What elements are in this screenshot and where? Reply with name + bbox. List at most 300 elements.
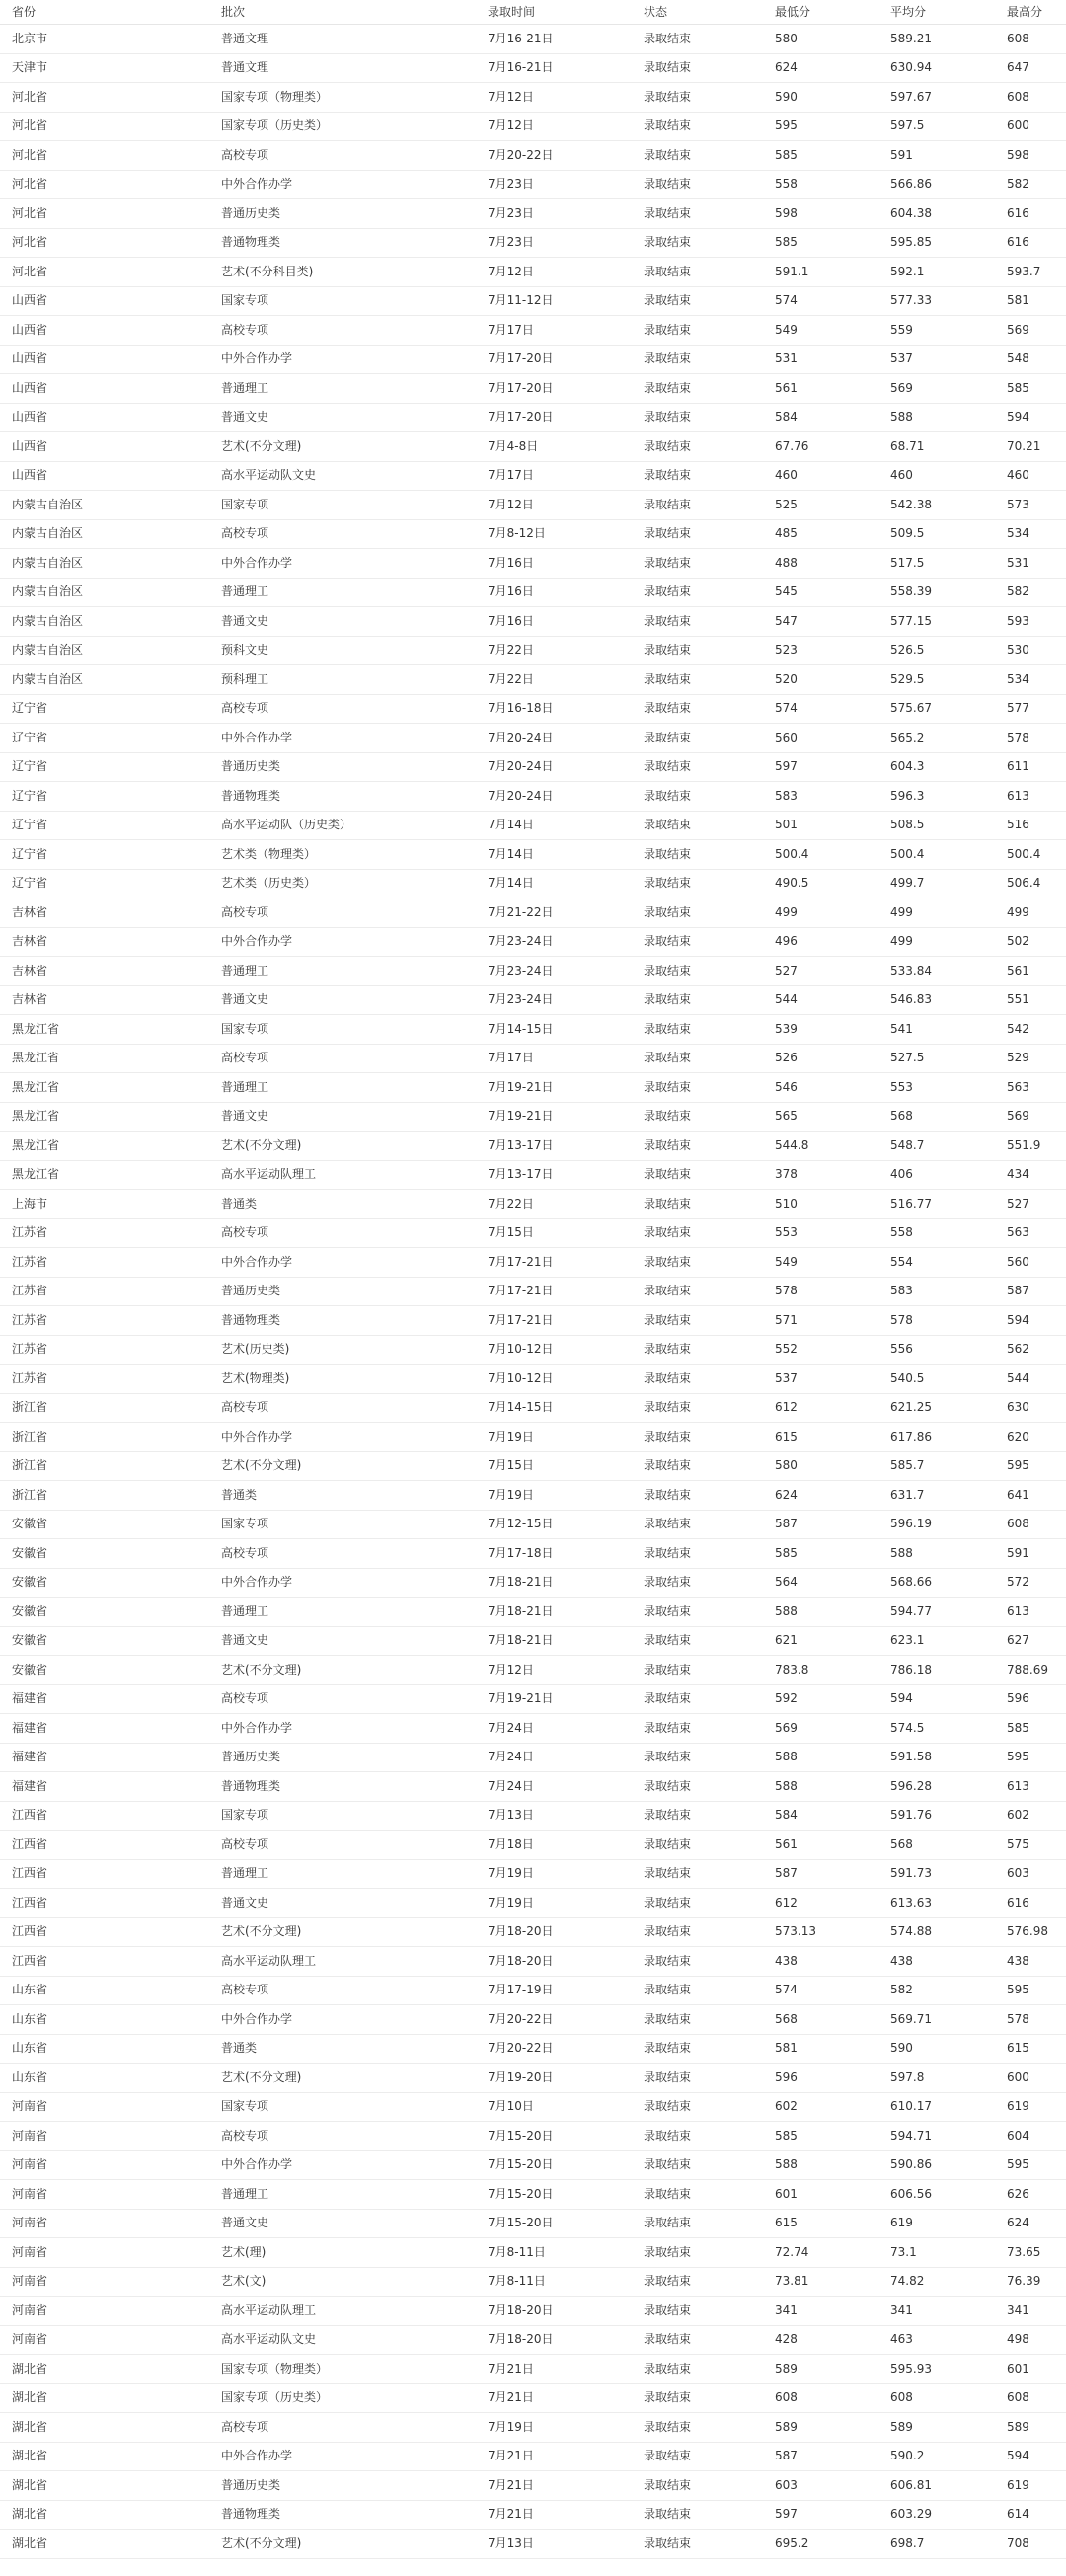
cell-batch: 普通物理类 — [209, 1772, 476, 1802]
cell-status: 录取结束 — [632, 199, 763, 229]
cell-admission-time: 7月17-18日 — [476, 1539, 632, 1569]
cell-avg-score: 604.3 — [878, 752, 995, 782]
cell-batch: 普通物理类 — [209, 1306, 476, 1336]
cell-admission-time: 7月16-18日 — [476, 694, 632, 724]
cell-avg-score: 526.5 — [878, 636, 995, 665]
cell-admission-time: 7月16-21日 — [476, 53, 632, 83]
cell-admission-time: 7月18日 — [476, 1831, 632, 1860]
cell-admission-time: 7月10-12日 — [476, 1365, 632, 1394]
cell-batch: 中外合作办学 — [209, 1568, 476, 1598]
cell-status: 录取结束 — [632, 403, 763, 432]
cell-max-score: 70.21 — [995, 432, 1066, 462]
cell-batch: 高校专项 — [209, 1539, 476, 1569]
cell-min-score: 488 — [763, 549, 878, 579]
cell-admission-time: 7月19日 — [476, 1859, 632, 1889]
cell-admission-time: 7月15-20日 — [476, 2122, 632, 2151]
cell-province: 浙江省 — [0, 1451, 209, 1481]
cell-status: 录取结束 — [632, 2005, 763, 2035]
cell-province: 江西省 — [0, 1947, 209, 1977]
cell-max-score: 561 — [995, 957, 1066, 986]
cell-province: 湖北省 — [0, 2442, 209, 2471]
cell-avg-score: 698.7 — [878, 2530, 995, 2559]
cell-max-score: 620 — [995, 1423, 1066, 1452]
cell-avg-score: 588 — [878, 403, 995, 432]
cell-min-score: 527 — [763, 957, 878, 986]
cell-admission-time: 7月20-24日 — [476, 752, 632, 782]
cell-avg-score: 569.71 — [878, 2005, 995, 2035]
cell-avg-score: 499 — [878, 898, 995, 928]
cell-max-score: 563 — [995, 1073, 1066, 1103]
cell-max-score: 616 — [995, 228, 1066, 258]
cell-max-score: 602 — [995, 1801, 1066, 1831]
cell-min-score: 526 — [763, 1044, 878, 1073]
cell-batch: 高水平运动队理工 — [209, 1947, 476, 1977]
cell-admission-time: 7月16日 — [476, 549, 632, 579]
cell-province: 山西省 — [0, 432, 209, 462]
cell-max-score: 581 — [995, 286, 1066, 316]
cell-avg-score: 590.2 — [878, 2442, 995, 2471]
table-row — [0, 1102, 1066, 1132]
cell-avg-score: 548.7 — [878, 1132, 995, 1161]
cell-province: 湖北省 — [0, 2355, 209, 2384]
cell-status: 录取结束 — [632, 112, 763, 141]
cell-max-score: 551 — [995, 985, 1066, 1015]
cell-avg-score: 590 — [878, 2034, 995, 2064]
table-row — [0, 1015, 1066, 1045]
cell-min-score: 499 — [763, 898, 878, 928]
cell-admission-time: 7月14-15日 — [476, 1393, 632, 1423]
cell-admission-time: 7月15-20日 — [476, 2180, 632, 2210]
cell-min-score: 601 — [763, 2180, 878, 2210]
header-min-score: 最低分 — [763, 0, 878, 25]
cell-batch: 艺术(不分文理) — [209, 432, 476, 462]
table-row — [0, 1277, 1066, 1306]
cell-max-score: 593 — [995, 607, 1066, 637]
cell-status: 录取结束 — [632, 724, 763, 753]
cell-status: 录取结束 — [632, 228, 763, 258]
table-row — [0, 1801, 1066, 1831]
cell-admission-time: 7月11-12日 — [476, 286, 632, 316]
cell-status: 录取结束 — [632, 607, 763, 637]
cell-min-score: 501 — [763, 811, 878, 840]
cell-avg-score: 517.5 — [878, 549, 995, 579]
cell-status: 录取结束 — [632, 1481, 763, 1511]
cell-max-score: 624 — [995, 2209, 1066, 2238]
cell-batch: 预科文史 — [209, 636, 476, 665]
cell-max-score: 534 — [995, 519, 1066, 549]
table-row — [0, 170, 1066, 199]
cell-admission-time: 7月21-22日 — [476, 898, 632, 928]
cell-admission-time: 7月19-21日 — [476, 1684, 632, 1714]
cell-max-score: 76.39 — [995, 2267, 1066, 2297]
cell-min-score: 587 — [763, 2442, 878, 2471]
cell-province: 浙江省 — [0, 1423, 209, 1452]
cell-admission-time: 7月14日 — [476, 811, 632, 840]
cell-admission-time: 7月13-17日 — [476, 1132, 632, 1161]
cell-max-score: 438 — [995, 1947, 1066, 1977]
cell-batch: 艺术(不分文理) — [209, 1451, 476, 1481]
cell-avg-score: 597.5 — [878, 112, 995, 141]
cell-avg-score: 568.66 — [878, 1568, 995, 1598]
cell-batch: 普通文理 — [209, 25, 476, 54]
cell-batch: 普通类 — [209, 2034, 476, 2064]
cell-min-score: 574 — [763, 286, 878, 316]
cell-status: 录取结束 — [632, 1568, 763, 1598]
cell-avg-score: 341 — [878, 2297, 995, 2326]
cell-max-score: 615 — [995, 2034, 1066, 2064]
cell-min-score: 485 — [763, 519, 878, 549]
cell-admission-time: 7月21日 — [476, 2500, 632, 2530]
cell-max-score: 595 — [995, 2150, 1066, 2180]
table-row — [0, 345, 1066, 374]
cell-batch: 国家专项 — [209, 286, 476, 316]
cell-province: 河南省 — [0, 2267, 209, 2297]
cell-admission-time: 7月18-21日 — [476, 1568, 632, 1598]
cell-batch: 普通理工 — [209, 1859, 476, 1889]
cell-batch: 高校专项 — [209, 2122, 476, 2151]
header-admission-time: 录取时间 — [476, 0, 632, 25]
table-row — [0, 1510, 1066, 1539]
cell-admission-time: 7月23-24日 — [476, 985, 632, 1015]
cell-status: 录取结束 — [632, 1423, 763, 1452]
cell-max-score: 500.4 — [995, 840, 1066, 870]
cell-avg-score: 591.73 — [878, 1859, 995, 1889]
cell-province: 湖北省 — [0, 2383, 209, 2413]
cell-min-score: 569 — [763, 1714, 878, 1744]
cell-status: 录取结束 — [632, 840, 763, 870]
cell-status: 录取结束 — [632, 1831, 763, 1860]
cell-avg-score: 608 — [878, 2383, 995, 2413]
cell-max-score: 434 — [995, 1160, 1066, 1190]
cell-avg-score: 577.15 — [878, 607, 995, 637]
cell-avg-score: 68.71 — [878, 432, 995, 462]
cell-avg-score: 786.18 — [878, 1656, 995, 1685]
cell-admission-time: 7月14日 — [476, 840, 632, 870]
cell-avg-score: 592.1 — [878, 258, 995, 287]
cell-status: 录取结束 — [632, 1539, 763, 1569]
cell-max-score: 616 — [995, 1889, 1066, 1918]
table-row — [0, 607, 1066, 637]
cell-min-score: 783.8 — [763, 1656, 878, 1685]
cell-province: 江西省 — [0, 1917, 209, 1947]
cell-status: 录取结束 — [632, 985, 763, 1015]
cell-province: 黑龙江省 — [0, 1073, 209, 1103]
cell-province: 江苏省 — [0, 1218, 209, 1248]
cell-batch: 国家专项（历史类） — [209, 112, 476, 141]
cell-admission-time: 7月18-21日 — [476, 1598, 632, 1627]
cell-province: 福建省 — [0, 1684, 209, 1714]
cell-province: 内蒙古自治区 — [0, 519, 209, 549]
cell-admission-time: 7月18-20日 — [476, 1947, 632, 1977]
cell-province: 江西省 — [0, 1859, 209, 1889]
cell-province: 河北省 — [0, 83, 209, 113]
cell-province: 河北省 — [0, 141, 209, 171]
cell-min-score: 460 — [763, 461, 878, 491]
cell-batch: 中外合作办学 — [209, 549, 476, 579]
header-avg-score: 平均分 — [878, 0, 995, 25]
cell-min-score: 568 — [763, 2005, 878, 2035]
cell-avg-score: 631.7 — [878, 1481, 995, 1511]
cell-province: 山西省 — [0, 461, 209, 491]
table-row — [0, 1335, 1066, 1365]
cell-status: 录取结束 — [632, 869, 763, 898]
table-row — [0, 2383, 1066, 2413]
cell-avg-score: 542.38 — [878, 491, 995, 520]
table-row — [0, 1481, 1066, 1511]
cell-status: 录取结束 — [632, 2383, 763, 2413]
cell-min-score: 615 — [763, 1423, 878, 1452]
cell-province: 山东省 — [0, 2034, 209, 2064]
cell-status: 录取结束 — [632, 2150, 763, 2180]
cell-admission-time: 7月19日 — [476, 1423, 632, 1452]
cell-max-score: 582 — [995, 170, 1066, 199]
cell-avg-score: 588 — [878, 1539, 995, 1569]
cell-max-score: 608 — [995, 1510, 1066, 1539]
table-row — [0, 1598, 1066, 1627]
cell-province: 吉林省 — [0, 898, 209, 928]
cell-max-score: 499 — [995, 898, 1066, 928]
cell-max-score: 647 — [995, 53, 1066, 83]
cell-avg-score: 623.1 — [878, 1626, 995, 1656]
cell-max-score: 626 — [995, 2180, 1066, 2210]
cell-min-score: 588 — [763, 1598, 878, 1627]
cell-province: 河南省 — [0, 2150, 209, 2180]
cell-admission-time: 7月17-21日 — [476, 1306, 632, 1336]
cell-min-score: 496 — [763, 927, 878, 957]
cell-min-score: 558 — [763, 170, 878, 199]
cell-batch: 国家专项 — [209, 1015, 476, 1045]
cell-status: 录取结束 — [632, 1277, 763, 1306]
cell-max-score: 585 — [995, 374, 1066, 404]
cell-status: 录取结束 — [632, 1743, 763, 1772]
cell-batch: 中外合作办学 — [209, 1248, 476, 1278]
cell-max-score: 608 — [995, 83, 1066, 113]
cell-admission-time: 7月22日 — [476, 636, 632, 665]
cell-avg-score: 565.2 — [878, 724, 995, 753]
cell-avg-score: 438 — [878, 1947, 995, 1977]
cell-admission-time: 7月19日 — [476, 2413, 632, 2443]
cell-province: 河南省 — [0, 2092, 209, 2122]
cell-avg-score: 556 — [878, 1335, 995, 1365]
cell-batch: 普通理工 — [209, 2180, 476, 2210]
cell-max-score: 619 — [995, 2471, 1066, 2501]
cell-status: 录取结束 — [632, 2122, 763, 2151]
cell-admission-time: 7月23日 — [476, 170, 632, 199]
table-row — [0, 782, 1066, 812]
cell-avg-score: 603.29 — [878, 2500, 995, 2530]
cell-admission-time: 7月17-20日 — [476, 374, 632, 404]
table-row — [0, 636, 1066, 665]
table-row — [0, 665, 1066, 695]
cell-max-score: 527 — [995, 1190, 1066, 1219]
cell-min-score: 615 — [763, 2209, 878, 2238]
cell-status: 录取结束 — [632, 694, 763, 724]
cell-min-score: 597 — [763, 2500, 878, 2530]
cell-status: 录取结束 — [632, 2471, 763, 2501]
cell-admission-time: 7月4-8日 — [476, 432, 632, 462]
cell-min-score: 571 — [763, 1306, 878, 1336]
cell-status: 录取结束 — [632, 927, 763, 957]
cell-status: 录取结束 — [632, 1393, 763, 1423]
table-row — [0, 461, 1066, 491]
cell-avg-score: 537 — [878, 345, 995, 374]
cell-max-score: 641 — [995, 1481, 1066, 1511]
cell-province: 江西省 — [0, 1801, 209, 1831]
cell-batch: 普通文史 — [209, 985, 476, 1015]
cell-status: 录取结束 — [632, 2238, 763, 2268]
cell-batch: 高水平运动队文史 — [209, 2325, 476, 2355]
cell-batch: 高校专项 — [209, 898, 476, 928]
table-row — [0, 985, 1066, 1015]
cell-max-score: 788.69 — [995, 1656, 1066, 1685]
cell-min-score: 500.4 — [763, 840, 878, 870]
cell-status: 录取结束 — [632, 432, 763, 462]
cell-avg-score: 577.33 — [878, 286, 995, 316]
table-row — [0, 1306, 1066, 1336]
cell-min-score: 581 — [763, 2034, 878, 2064]
table-row — [0, 1160, 1066, 1190]
cell-max-score: 502 — [995, 927, 1066, 957]
cell-admission-time: 7月21日 — [476, 2442, 632, 2471]
cell-min-score: 510 — [763, 1190, 878, 1219]
table-row — [0, 840, 1066, 870]
cell-batch: 普通类 — [209, 1190, 476, 1219]
cell-min-score: 574 — [763, 1976, 878, 2005]
cell-admission-time: 7月17日 — [476, 461, 632, 491]
cell-avg-score: 594.77 — [878, 1598, 995, 1627]
cell-batch: 高校专项 — [209, 519, 476, 549]
cell-status: 录取结束 — [632, 1714, 763, 1744]
cell-min-score: 612 — [763, 1393, 878, 1423]
table-row — [0, 1568, 1066, 1598]
cell-avg-score: 546.83 — [878, 985, 995, 1015]
table-row — [0, 1772, 1066, 1802]
cell-max-score: 576.98 — [995, 1917, 1066, 1947]
cell-min-score: 587 — [763, 1510, 878, 1539]
cell-batch: 高校专项 — [209, 1684, 476, 1714]
cell-min-score: 588 — [763, 1772, 878, 1802]
cell-batch: 高水平运动队（历史类） — [209, 811, 476, 840]
cell-avg-score: 591.76 — [878, 1801, 995, 1831]
table-row — [0, 1044, 1066, 1073]
cell-batch: 普通理工 — [209, 374, 476, 404]
cell-status: 录取结束 — [632, 636, 763, 665]
cell-province: 安徽省 — [0, 1598, 209, 1627]
cell-min-score: 378 — [763, 1160, 878, 1190]
cell-status: 录取结束 — [632, 1190, 763, 1219]
cell-max-score: 608 — [995, 2383, 1066, 2413]
header-max-score: 最高分 — [995, 0, 1066, 25]
table-row — [0, 927, 1066, 957]
cell-province: 山东省 — [0, 2064, 209, 2093]
cell-status: 录取结束 — [632, 2500, 763, 2530]
cell-admission-time: 7月10日 — [476, 2092, 632, 2122]
cell-min-score: 547 — [763, 607, 878, 637]
cell-avg-score: 559 — [878, 316, 995, 346]
cell-status: 录取结束 — [632, 957, 763, 986]
cell-admission-time: 7月8-11日 — [476, 2238, 632, 2268]
table-row — [0, 1451, 1066, 1481]
cell-max-score: 585 — [995, 1714, 1066, 1744]
cell-province: 河北省 — [0, 199, 209, 229]
cell-province: 河北省 — [0, 258, 209, 287]
table-row — [0, 1714, 1066, 1744]
cell-status: 录取结束 — [632, 1598, 763, 1627]
table-row — [0, 2064, 1066, 2093]
cell-batch: 高校专项 — [209, 1393, 476, 1423]
cell-province: 江苏省 — [0, 1335, 209, 1365]
table-row — [0, 1218, 1066, 1248]
cell-max-score: 563 — [995, 1218, 1066, 1248]
cell-min-score: 588 — [763, 2150, 878, 2180]
cell-province: 河北省 — [0, 170, 209, 199]
cell-batch: 高校专项 — [209, 316, 476, 346]
cell-province: 湖北省 — [0, 2413, 209, 2443]
cell-max-score: 534 — [995, 665, 1066, 695]
table-row — [0, 1393, 1066, 1423]
cell-min-score: 544.8 — [763, 1132, 878, 1161]
cell-admission-time: 7月17-21日 — [476, 1248, 632, 1278]
cell-province: 黑龙江省 — [0, 1132, 209, 1161]
cell-status: 录取结束 — [632, 665, 763, 695]
table-row — [0, 2034, 1066, 2064]
cell-batch: 高校专项 — [209, 141, 476, 171]
cell-min-score: 589 — [763, 2413, 878, 2443]
cell-batch: 国家专项 — [209, 491, 476, 520]
cell-batch: 高校专项 — [209, 2413, 476, 2443]
cell-max-score: 593.7 — [995, 258, 1066, 287]
cell-avg-score: 595.93 — [878, 2355, 995, 2384]
cell-province: 江苏省 — [0, 1365, 209, 1394]
cell-admission-time: 7月17-20日 — [476, 403, 632, 432]
cell-admission-time: 7月12日 — [476, 83, 632, 113]
cell-max-score: 595 — [995, 1976, 1066, 2005]
cell-province: 上海市 — [0, 1190, 209, 1219]
cell-batch: 普通历史类 — [209, 1277, 476, 1306]
cell-batch: 预科理工 — [209, 665, 476, 695]
cell-admission-time: 7月19日 — [476, 1889, 632, 1918]
cell-max-score: 562 — [995, 1335, 1066, 1365]
cell-province: 河南省 — [0, 2180, 209, 2210]
cell-max-score: 498 — [995, 2325, 1066, 2355]
cell-status: 录取结束 — [632, 1859, 763, 1889]
cell-max-score: 604 — [995, 2122, 1066, 2151]
cell-admission-time: 7月17日 — [476, 1044, 632, 1073]
cell-max-score: 341 — [995, 2297, 1066, 2326]
cell-status: 录取结束 — [632, 782, 763, 812]
cell-max-score: 578 — [995, 724, 1066, 753]
cell-admission-time: 7月24日 — [476, 1714, 632, 1744]
cell-admission-time: 7月20-22日 — [476, 141, 632, 171]
cell-batch: 中外合作办学 — [209, 1714, 476, 1744]
cell-status: 录取结束 — [632, 2325, 763, 2355]
cell-batch: 国家专项（物理类） — [209, 83, 476, 113]
cell-admission-time: 7月20-24日 — [476, 724, 632, 753]
cell-status: 录取结束 — [632, 1626, 763, 1656]
table-row — [0, 2150, 1066, 2180]
cell-province: 辽宁省 — [0, 694, 209, 724]
cell-min-score: 531 — [763, 345, 878, 374]
cell-min-score: 590 — [763, 83, 878, 113]
cell-province: 辽宁省 — [0, 724, 209, 753]
cell-min-score: 545 — [763, 578, 878, 607]
cell-province: 山西省 — [0, 345, 209, 374]
cell-min-score: 608 — [763, 2383, 878, 2413]
cell-status: 录取结束 — [632, 1917, 763, 1947]
table-row — [0, 2209, 1066, 2238]
cell-batch: 普通历史类 — [209, 199, 476, 229]
table-row — [0, 2530, 1066, 2559]
